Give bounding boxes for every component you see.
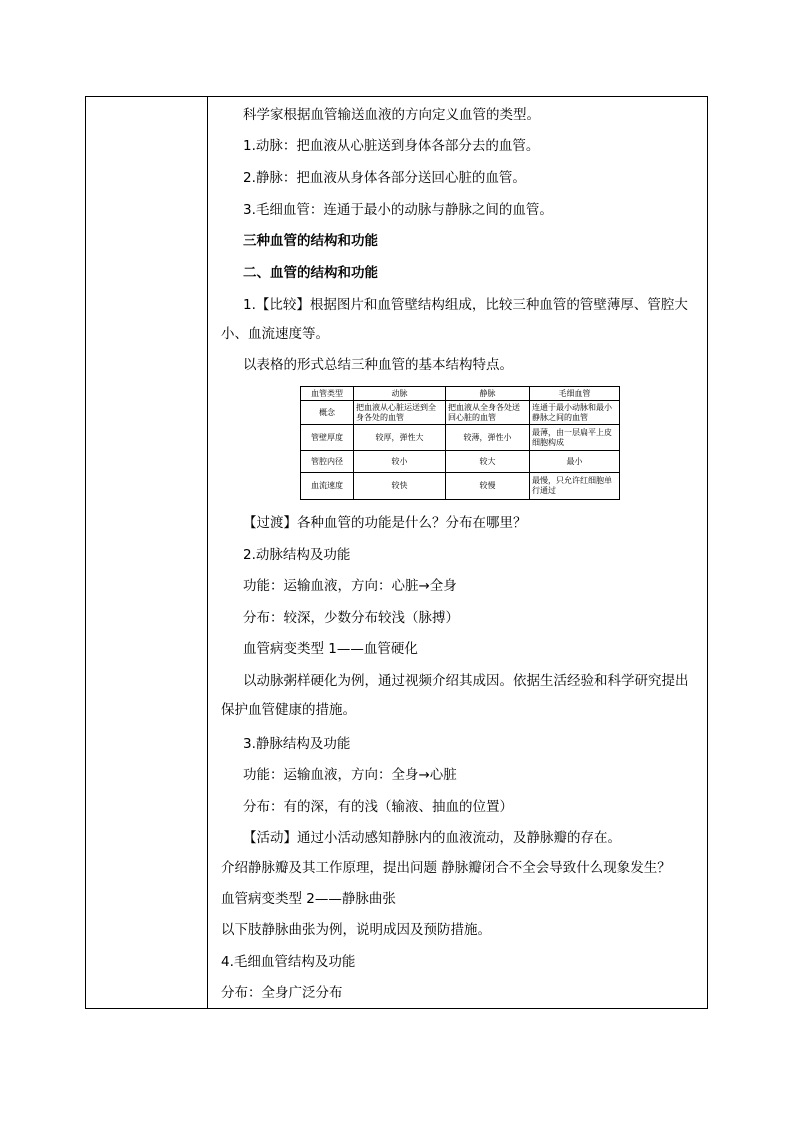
table-row: [301, 451, 620, 473]
table-header-cell: 静脉: [446, 387, 530, 401]
paragraph-vein-distribution: 分布：有的深，有的浅（输液、抽血的位置）: [243, 799, 513, 815]
content-cell: [208, 97, 707, 1008]
table-header-cell: 动脉: [354, 387, 446, 401]
table-cell: 较快: [354, 473, 446, 500]
paragraph-capillary-distribution: 分布：全身广泛分布: [221, 985, 343, 1001]
paragraph-transition: 【过渡】各种血管的功能是什么？分布在哪里？: [243, 515, 527, 531]
table-cell: 把血液从心脏运送到全身各处的血管: [354, 401, 446, 425]
table-cell: 较厚，弹性大: [354, 425, 446, 451]
paragraph-activity: 【活动】通过小活动感知静脉内的血液流动，及静脉瓣的存在。: [243, 830, 621, 846]
paragraph-compare-continued: 小、血流速度等。: [221, 326, 329, 342]
paragraph-artery-distribution: 分布：较深，少数分布较浅（脉搏）: [243, 610, 459, 626]
table-cell: 最小: [530, 451, 620, 473]
heading-section-two: 二、血管的结构和功能: [243, 265, 378, 281]
vessel-comparison-table: [300, 386, 620, 500]
heading-capillary-structure: 4.毛细血管结构及功能: [221, 954, 356, 970]
table-cell: 概念: [301, 401, 354, 425]
paragraph-atherosclerosis: 以动脉粥样硬化为例，通过视频介绍其成因。依据生活经验和科学研究提出: [243, 673, 689, 689]
paragraph-atherosclerosis-continued: 保护血管健康的措施。: [221, 702, 356, 718]
paragraph-vein-function: 功能：运输血液，方向：全身→心脏: [243, 767, 457, 783]
table-cell: 管壁厚度: [301, 425, 354, 451]
table-cell: 连通于最小动脉和最小静脉之间的血管: [530, 401, 620, 425]
table-header-row: [301, 387, 620, 401]
paragraph-definition: 科学家根据血管输送血液的方向定义血管的类型。: [243, 107, 540, 123]
paragraph-table-intro: 以表格的形式总结三种血管的基本结构特点。: [243, 357, 513, 373]
table-cell: 较大: [446, 451, 530, 473]
table-cell: 最薄，由一层扁平上皮细胞构成: [530, 425, 620, 451]
heading-three-vessels: 三种血管的结构和功能: [243, 233, 378, 249]
table-cell: 把血液从全身各处送回心脏的血管: [446, 401, 530, 425]
paragraph-artery-definition: 1.动脉：把血液从心脏送到身体各部分去的血管。: [243, 138, 540, 154]
table-header-cell: 血管类型: [301, 387, 354, 401]
paragraph-lesion-type-1: 血管病变类型 1——血管硬化: [243, 641, 418, 657]
table-row: [301, 473, 620, 500]
table-cell: 最慢，只允许红细胞单行通过: [530, 473, 620, 500]
heading-vein-structure: 3.静脉结构及功能: [243, 736, 351, 752]
table-row: [301, 425, 620, 451]
table-cell: 管腔内径: [301, 451, 354, 473]
lesson-table: [85, 96, 708, 1009]
table-header-cell: 毛细血管: [530, 387, 620, 401]
table-row: [301, 401, 620, 425]
heading-artery-structure: 2.动脉结构及功能: [243, 547, 351, 563]
paragraph-vein-definition: 2.静脉：把血液从身体各部分送回心脏的血管。: [243, 170, 526, 186]
paragraph-venous-valve: 介绍静脉瓣及其工作原理，提出问题 静脉瓣闭合不全会导致什么现象发生？: [221, 860, 671, 876]
paragraph-compare: 1.【比较】根据图片和血管壁结构组成，比较三种血管的管壁薄厚、管腔大: [243, 297, 688, 313]
table-cell: 血流速度: [301, 473, 354, 500]
paragraph-capillary-definition: 3.毛细血管：连通于最小的动脉与静脉之间的血管。: [243, 202, 553, 218]
paragraph-lesion-type-2: 血管病变类型 2——静脉曲张: [221, 891, 396, 907]
table-cell: 较小: [354, 451, 446, 473]
paragraph-artery-function: 功能：运输血液，方向：心脏→全身: [243, 578, 457, 594]
table-cell: 较慢: [446, 473, 530, 500]
paragraph-varicose-veins: 以下肢静脉曲张为例，说明成因及预防措施。: [221, 922, 491, 938]
table-cell: 较薄，弹性小: [446, 425, 530, 451]
